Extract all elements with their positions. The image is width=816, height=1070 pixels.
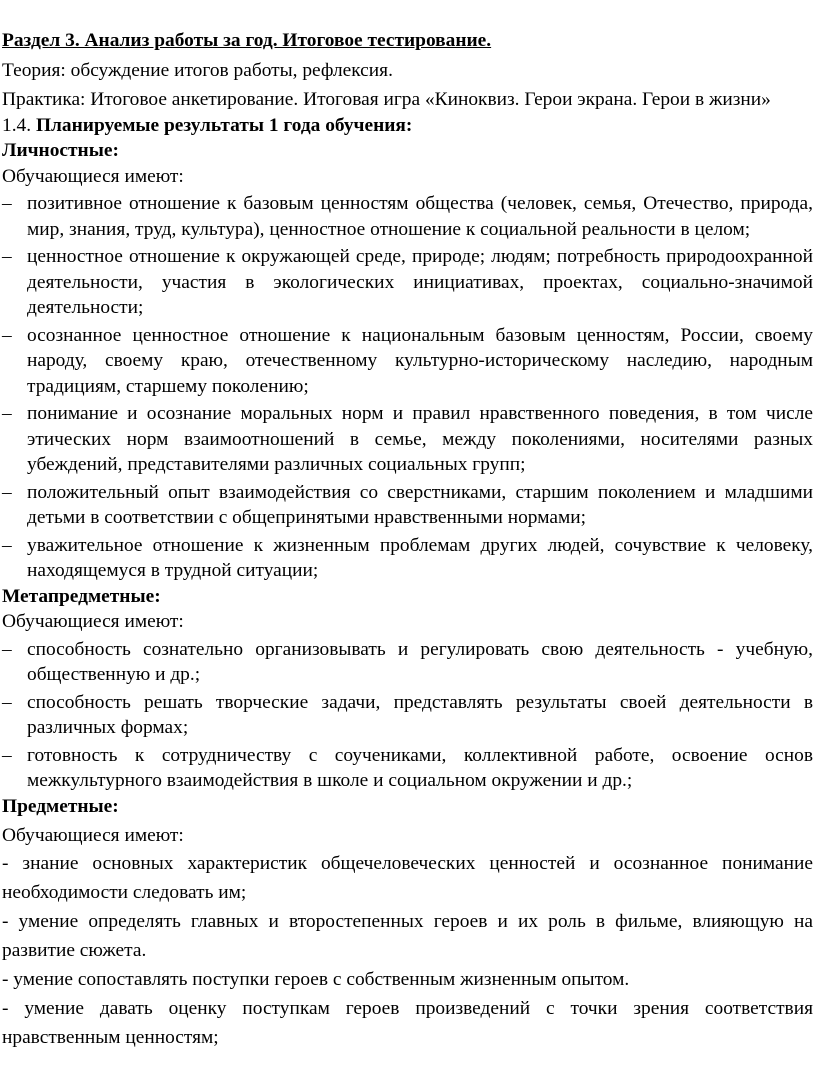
list-item (2, 637, 813, 688)
subject-item: - знание основных характеристик общечеловеческих ценностей и осознанное понимание необходимости следовать им; (2, 852, 813, 903)
document-page (2, 28, 813, 1052)
subject-intro: Обучающиеся имеют: (2, 825, 184, 846)
list-item (2, 191, 813, 242)
theory-line: Теория: обсуждение итогов работы, рефлексия. (2, 59, 393, 81)
list-item-text: ценностное отношение к окружающей среде, природе; людям; потребность природоохранной деятельности, участия в экологических инициативах, проектах, социально-значимой деятельности; (27, 246, 813, 318)
results-number: 1.4. (2, 114, 32, 136)
meta-heading: Метапредметные: (2, 585, 161, 607)
list-item (2, 533, 813, 584)
list-item (2, 743, 813, 794)
subject-heading: Предметные: (2, 795, 119, 817)
list-item (2, 690, 813, 741)
subject-item: - умение сопоставлять поступки героев с собственным жизненным опытом. (2, 968, 630, 990)
list-item-text: способность решать творческие задачи, представлять результаты своей деятельности в различных формах; (27, 691, 813, 738)
results-heading (2, 113, 813, 139)
dash-marker: – (2, 638, 12, 660)
list-item-text: положительный опыт взаимодействия со сверстниками, старшим поколением и младшими детьми в соответствии с общепринятыми нравственными нормами; (27, 481, 813, 528)
subject-item: - умение давать оценку поступкам героев произведений с точки зрения соответствия нравственным ценностям; (2, 997, 813, 1048)
list-item (2, 323, 813, 400)
meta-intro: Обучающиеся имеют: (2, 611, 184, 632)
dash-marker: – (2, 403, 12, 424)
list-item-text: уважительное отношение к жизненным проблемам других людей, сочувствие к человеку, находящемуся в трудной ситуации; (27, 534, 813, 581)
list-item-text: позитивное отношение к базовым ценностям общества (человек, семья, Отечество, природа, мир, знания, труд, культура), ценностное отношение к социальной реальности в целом; (27, 193, 813, 240)
practice-line: Практика: Итоговое анкетирование. Итоговая игра «Киноквиз. Герои экрана. Герои в жизни» (2, 89, 771, 110)
list-item-text: способность сознательно организовывать и регулировать свою деятельность - учебную, общественную и др.; (27, 638, 813, 685)
list-item (2, 244, 813, 321)
dash-marker: – (2, 246, 12, 267)
list-item-text: понимание и осознание моральных норм и правил нравственного поведения, в том числе этических норм взаимоотношений в семье, между поколениями, носителями разных убеждений, представителями различных социальных групп; (27, 403, 813, 475)
list-item (2, 480, 813, 531)
dash-marker: – (2, 481, 12, 503)
dash-marker: – (2, 691, 12, 713)
results-title: Планируемые результаты 1 года обучения: (35, 114, 413, 136)
subject-item: - умение определять главных и второстепенных героев и их роль в фильме, влияющую на развитие сюжета. (2, 910, 813, 961)
dash-marker: – (2, 324, 12, 346)
section-title: Раздел 3. Анализ работы за год. Итоговое тестирование. (2, 30, 492, 51)
dash-marker: – (2, 193, 12, 214)
personal-intro: Обучающиеся имеют: (2, 165, 184, 187)
dash-marker: – (2, 534, 12, 556)
list-item-text: готовность к сотрудничеству с соучениками, коллективной работе, освоение основ межкультурного взаимодействия в школе и социальном окружении и др.; (27, 744, 813, 791)
personal-heading: Личностные: (2, 140, 119, 161)
dash-marker: – (2, 744, 12, 766)
list-item-text: осознанное ценностное отношение к национальным базовым ценностям, России, своему народу, своему краю, отечественному культурно-историческому наследию, народным традициям, старшему поколению; (27, 324, 813, 397)
list-item (2, 401, 813, 478)
